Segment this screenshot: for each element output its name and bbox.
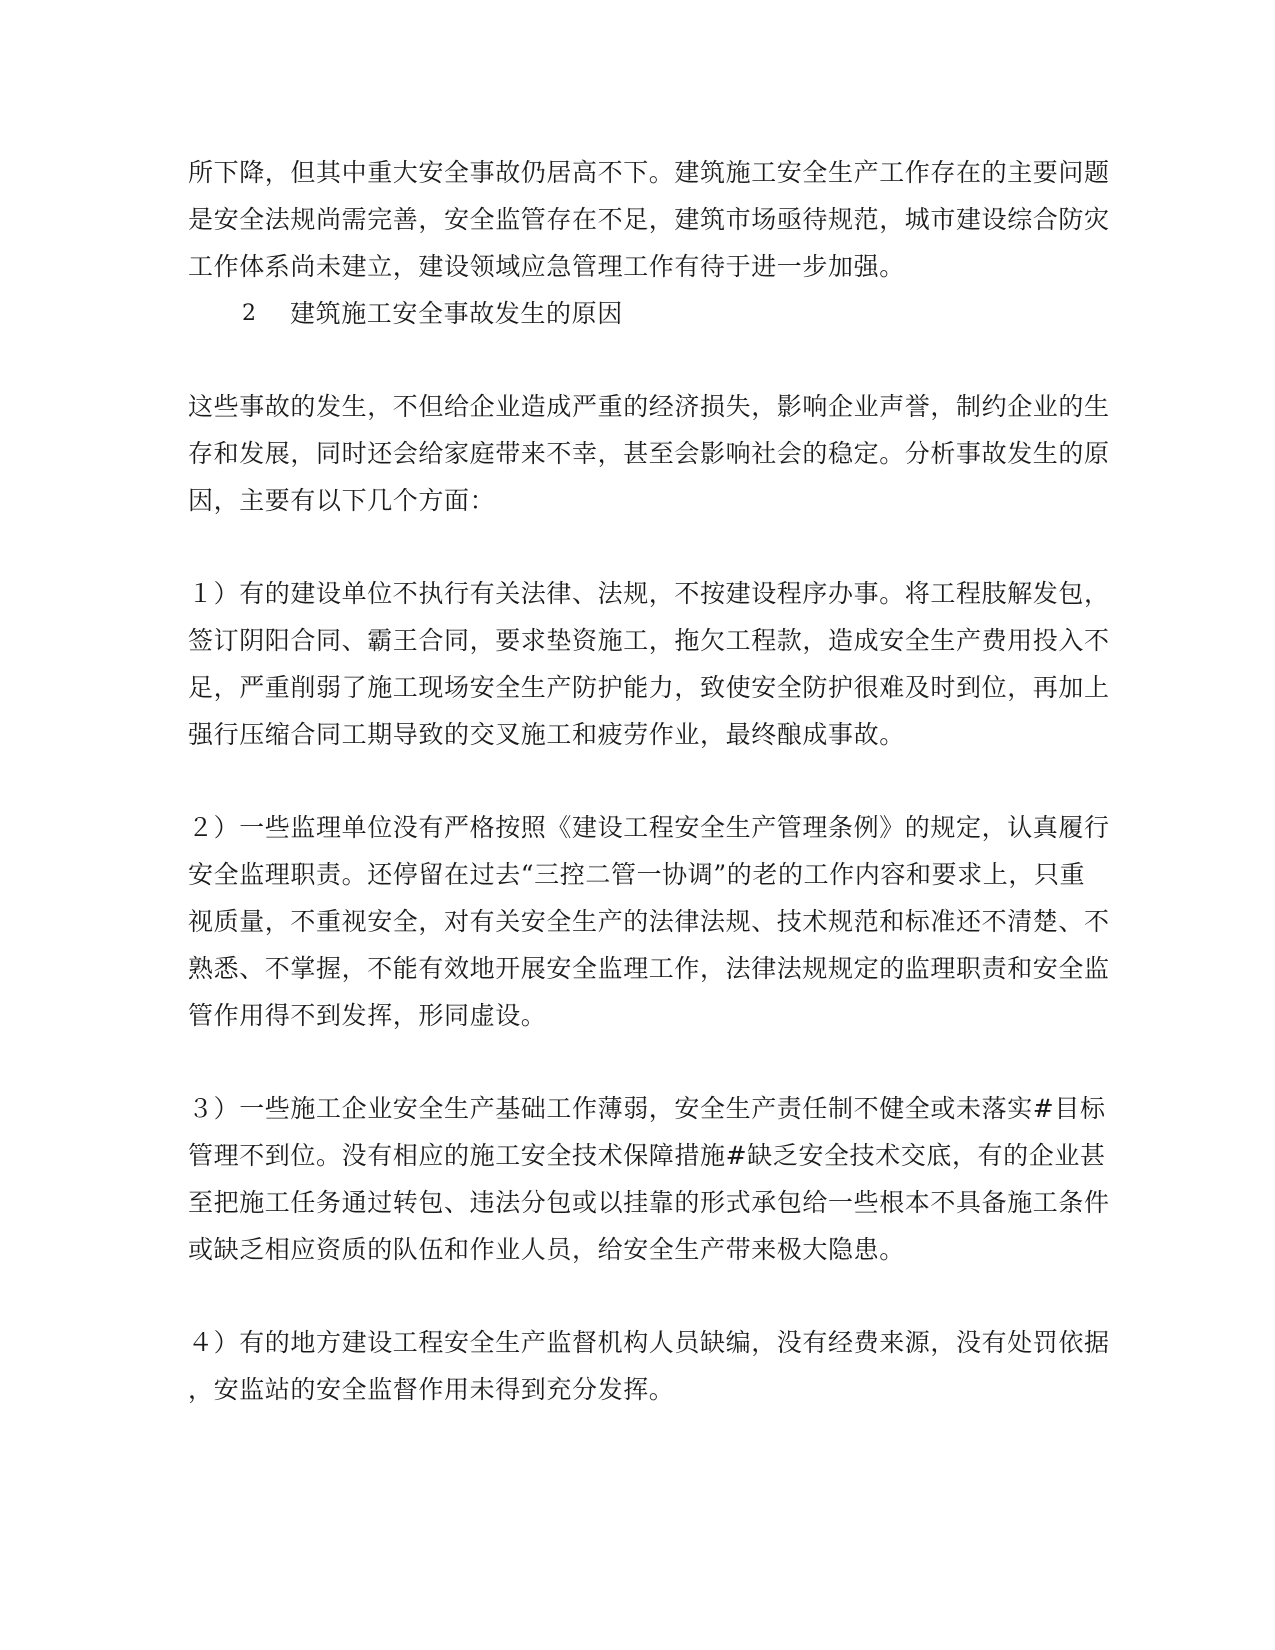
paragraph-line: 视质量，不重视安全，对有关安全生产的法律法规、技术规范和标准还不清楚、不 xyxy=(188,907,1110,936)
paragraph-line: ２）一些监理单位没有严格按照《建设工程安全生产管理条例》的规定，认真履行 xyxy=(188,813,1110,842)
paragraph-line: ４）有的地方建设工程安全生产监督机构人员缺编，没有经费来源，没有处罚依据 xyxy=(188,1328,1110,1357)
paragraph-line: 因，主要有以下几个方面： xyxy=(188,486,496,515)
paragraph-line: 足，严重削弱了施工现场安全生产防护能力，致使安全防护很难及时到位，再加上 xyxy=(188,673,1110,702)
paragraph-line: 至把施工任务通过转包、违法分包或以挂靠的形式承包给一些根本不具备施工条件 xyxy=(188,1188,1110,1217)
paragraph-line: 安全监理职责。还停留在过去“三控二管一协调”的老的工作内容和要求上，只重 xyxy=(188,860,1086,889)
paragraph-line: 存和发展，同时还会给家庭带来不幸，甚至会影响社会的稳定。分析事故发生的原 xyxy=(188,439,1110,468)
paragraph-line: 所下降，但其中重大安全事故仍居高不下。建筑施工安全生产工作存在的主要问题 xyxy=(188,158,1110,187)
paragraph-line: 管作用得不到发挥，形同虚设。 xyxy=(188,1001,547,1030)
paragraph-line: 签订阴阳合同、霸王合同，要求垫资施工，拖欠工程款，造成安全生产费用投入不 xyxy=(188,626,1110,655)
paragraph-line: ３）一些施工企业安全生产基础工作薄弱，安全生产责任制不健全或未落实#目标 xyxy=(188,1094,1106,1123)
paragraph-line: 或缺乏相应资质的队伍和作业人员，给安全生产带来极大隐患。 xyxy=(188,1235,905,1264)
paragraph-line: 熟悉、不掌握，不能有效地开展安全监理工作，法律法规规定的监理职责和安全监 xyxy=(188,954,1110,983)
section-number: 2 xyxy=(242,301,256,326)
section-heading: 建筑施工安全事故发生的原因 xyxy=(290,299,623,328)
paragraph-line: 强行压缩合同工期导致的交叉施工和疲劳作业，最终酿成事故。 xyxy=(188,720,905,749)
paragraph-line: 这些事故的发生，不但给企业造成严重的经济损失，影响企业声誉，制约企业的生 xyxy=(188,392,1110,421)
paragraph-line: １）有的建设单位不执行有关法律、法规，不按建设程序办事。将工程肢解发包， xyxy=(188,579,1110,608)
paragraph-line: 管理不到位。没有相应的施工安全技术保障措施#缺乏安全技术交底，有的企业甚 xyxy=(188,1141,1106,1170)
paragraph-line: 是安全法规尚需完善，安全监管存在不足，建筑市场亟待规范，城市建设综合防灾 xyxy=(188,205,1110,234)
paragraph-line: ，安监站的安全监督作用未得到充分发挥。 xyxy=(188,1375,675,1404)
paragraph-line: 工作体系尚未建立，建设领域应急管理工作有待于进一步加强。 xyxy=(188,252,905,281)
